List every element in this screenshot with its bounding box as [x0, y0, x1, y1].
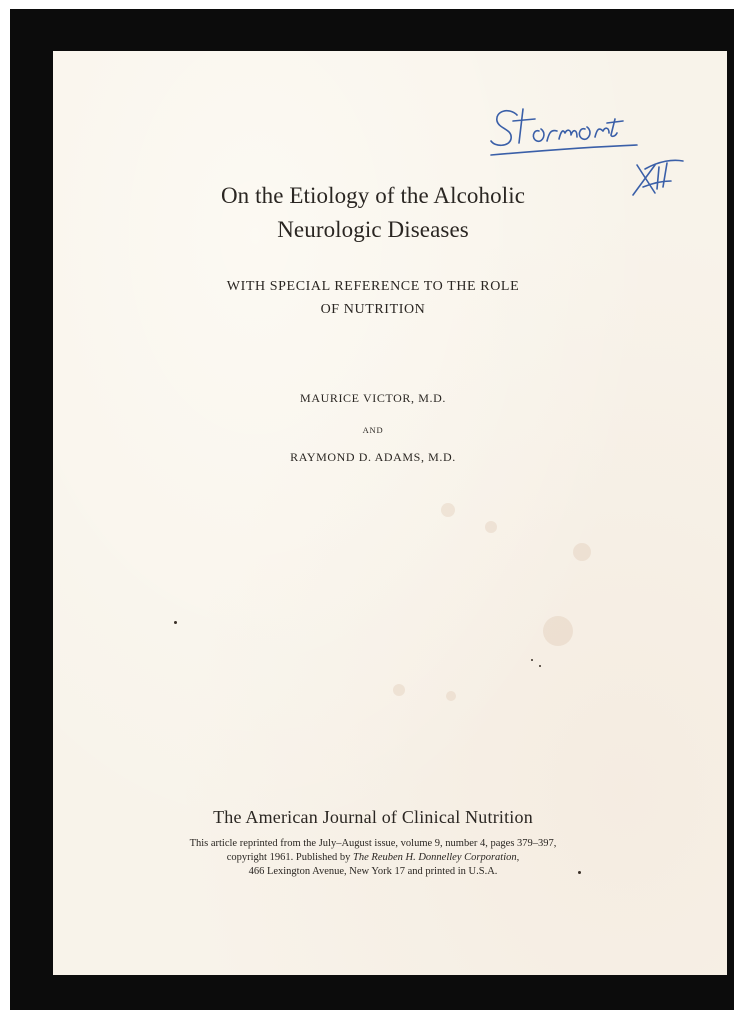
author-1: MAURICE VICTOR, M.D. [300, 391, 446, 405]
paper-speck [539, 665, 541, 667]
paper-stain [441, 503, 455, 517]
title-line-2: Neurologic Diseases [277, 217, 469, 242]
article-subtitle [53, 275, 693, 321]
author-conjunction: AND [362, 425, 384, 435]
paper-stain [543, 616, 573, 646]
subtitle-line-2: OF NUTRITION [320, 302, 426, 317]
publisher-name: The Reuben H. Donnelley Corporation, [353, 852, 520, 863]
paper-stain [446, 691, 456, 701]
paper-stain [485, 521, 497, 533]
paper-speck [531, 659, 533, 661]
title-line-1: On the Etiology of the Alcoholic [220, 183, 526, 208]
reprint-line-3: 466 Lexington Avenue, New York 17 and printed in U.S.A. [248, 866, 498, 877]
journal-name: The American Journal of Clinical Nutrition [213, 807, 533, 827]
reprint-cover-page [53, 51, 727, 975]
reprint-line-2 [53, 851, 693, 865]
reprint-line-2-text: copyright 1961. Published by [226, 852, 354, 863]
reprint-line-1: This article reprinted from the July–August issue, volume 9, number 4, pages 379–397, [189, 838, 557, 849]
article-title [53, 179, 693, 247]
subtitle-line-1: WITH SPECIAL REFERENCE TO THE ROLE [226, 279, 520, 294]
reprint-notice [53, 837, 693, 879]
paper-speck [174, 621, 177, 624]
paper-stain [393, 684, 405, 696]
author-2: RAYMOND D. ADAMS, M.D. [290, 450, 456, 464]
paper-stain [573, 543, 591, 561]
